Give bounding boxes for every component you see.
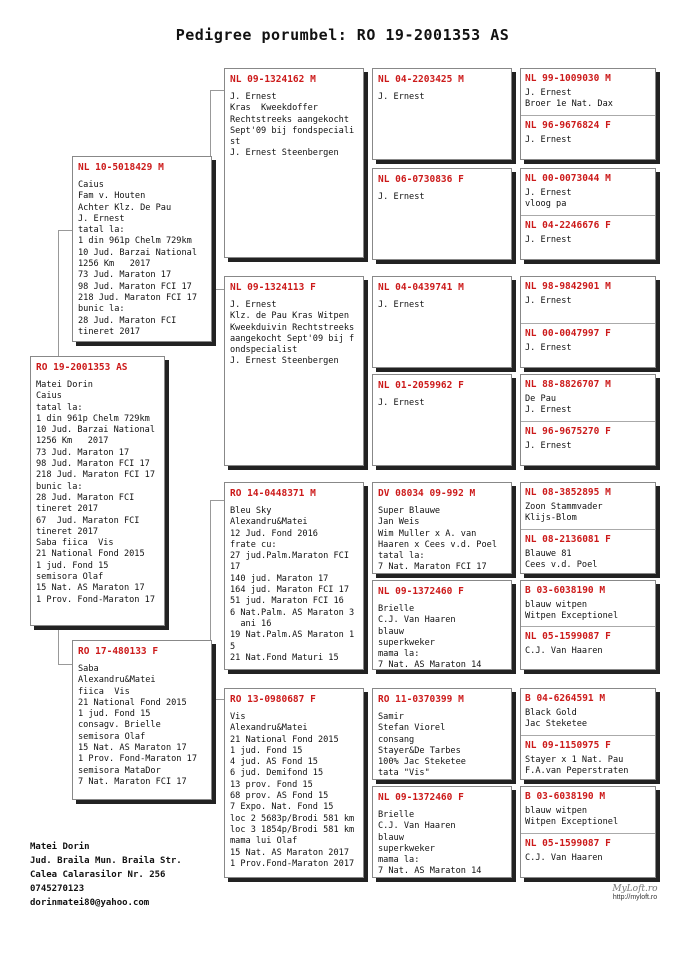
detail-line: Samir bbox=[378, 712, 404, 722]
great-granddam-box[interactable] bbox=[521, 421, 655, 467]
detail-line: 15 Nat. AS Maraton 2017 bbox=[230, 847, 349, 858]
ring-number: RO 14-0448371 M bbox=[230, 488, 316, 499]
owner-email[interactable]: dorinmatei80@yahoo.com bbox=[30, 898, 150, 908]
detail-line: Stayer&De Tarbes bbox=[378, 745, 461, 756]
detail-line: 73 Jud. Maraton 17 bbox=[78, 270, 172, 281]
pigeon-details bbox=[521, 88, 655, 110]
ring-number: NL 09-1372460 F bbox=[378, 586, 464, 597]
ring-number: NL 96-9676824 F bbox=[525, 120, 611, 131]
pigeon-details bbox=[521, 755, 655, 777]
detail-line: ondspecialist bbox=[230, 345, 298, 356]
great-granddam-box[interactable] bbox=[521, 529, 655, 575]
detail-line: J. Ernest bbox=[525, 405, 572, 415]
pigeon-details bbox=[373, 604, 511, 670]
detail-line: 21 National Fond 2015 bbox=[230, 734, 339, 745]
detail-line: fiica Vis bbox=[78, 686, 130, 697]
pigeon-details bbox=[521, 806, 655, 828]
pigeon-details bbox=[521, 646, 655, 657]
detail-line: 1 din 961p Chelm 729km bbox=[36, 413, 150, 424]
detail-line: Saba bbox=[78, 664, 99, 674]
pigeon-details bbox=[521, 853, 655, 864]
pigeon-details bbox=[373, 712, 511, 780]
detail-line: 51 jud. Maraton FCI 16 bbox=[230, 596, 344, 607]
detail-line: mama la: bbox=[378, 855, 420, 866]
detail-line: Wim Muller x A. van bbox=[378, 528, 477, 539]
detail-line: 1 Prov. Fond-Maraton 17 bbox=[78, 754, 197, 765]
detail-line: 7 Expo. Nat. Fond 15 bbox=[230, 802, 334, 813]
gen4-pair-6 bbox=[520, 688, 656, 780]
pigeon-details bbox=[521, 394, 655, 416]
great-grandsire-box[interactable] bbox=[521, 375, 655, 421]
detail-line: Fam v. Houten bbox=[78, 191, 146, 202]
ring-number: NL 09-1324113 F bbox=[230, 282, 316, 293]
ring-number: NL 10-5018429 M bbox=[78, 162, 164, 173]
ring-number: RO 13-0980687 F bbox=[230, 694, 316, 705]
detail-line: F.A.van Peperstraten bbox=[525, 766, 629, 776]
detail-line: 28 Jud. Maraton FCI bbox=[78, 315, 177, 326]
ring-number: NL 05-1599087 F bbox=[525, 838, 611, 849]
ring-number: NL 01-2059962 F bbox=[378, 380, 464, 391]
pigeon-details bbox=[225, 92, 363, 160]
detail-line: blauw witpen bbox=[525, 600, 588, 610]
gen4-pair-7 bbox=[520, 786, 656, 878]
detail-line: blauw bbox=[378, 626, 404, 637]
detail-line: 1 jud. Fond 15 bbox=[78, 709, 151, 720]
pigeon-details bbox=[73, 664, 211, 788]
detail-line: 15 Nat. AS Maraton 17 bbox=[36, 583, 145, 594]
detail-line: J. Ernest bbox=[525, 441, 572, 451]
pigeon-details bbox=[225, 300, 363, 368]
detail-line: Jac Steketee bbox=[525, 719, 588, 729]
detail-line: Alexandru&Matei bbox=[230, 723, 308, 734]
grandparent-box[interactable] bbox=[224, 688, 364, 878]
detail-line: 10 Jud. Barzai National bbox=[78, 247, 197, 258]
great-grandparent-box[interactable] bbox=[372, 688, 512, 780]
detail-line: 7 Nat. Maraton FCI 17 bbox=[78, 776, 187, 787]
gen4-pair-0 bbox=[520, 68, 656, 160]
detail-line: tatal la: bbox=[36, 402, 83, 413]
pigeon-details bbox=[373, 192, 511, 203]
detail-line: Blauwe 81 bbox=[525, 549, 572, 559]
detail-line: 12 Jud. Fond 2016 bbox=[230, 528, 318, 539]
great-granddam-box[interactable] bbox=[521, 735, 655, 781]
pigeon-details bbox=[521, 502, 655, 524]
ring-number: NL 99-1009030 M bbox=[525, 73, 611, 84]
detail-line: 7 Nat. AS Maraton 14 bbox=[378, 660, 482, 670]
ring-number: NL 06-0730836 F bbox=[378, 174, 464, 185]
detail-line: J. Ernest bbox=[525, 296, 572, 306]
gen4-pair-2 bbox=[520, 276, 656, 368]
owner-info bbox=[30, 840, 182, 910]
owner-address-2: Calea Calarasilor Nr. 256 bbox=[30, 870, 166, 880]
pigeon-details bbox=[521, 188, 655, 210]
page-title: Pedigree porumbel: RO 19-2001353 AS bbox=[175, 26, 510, 44]
connector-dam bbox=[210, 500, 224, 700]
detail-line: loc 3 1854p/Brodi 581 km bbox=[230, 824, 355, 835]
detail-line: tineret 2017 bbox=[36, 504, 99, 515]
owner-address-1: Jud. Braila Mun. Braila Str. bbox=[30, 856, 182, 866]
detail-line: 27 jud.Palm.Maraton FCI bbox=[230, 551, 349, 562]
gen4-pair-4 bbox=[520, 482, 656, 574]
detail-line: Sept'09 bij fondspeciali bbox=[230, 125, 355, 136]
detail-line: 73 Jud. Maraton 17 bbox=[36, 447, 130, 458]
pigeon-details bbox=[521, 235, 655, 246]
detail-line: 21 Nat.Fond Maturi 15 bbox=[230, 652, 339, 663]
detail-line: 140 jud. Maraton 17 bbox=[230, 573, 329, 584]
detail-line: J. Ernest bbox=[230, 300, 277, 310]
pigeon-details bbox=[521, 343, 655, 354]
owner-name: Matei Dorin bbox=[30, 842, 90, 852]
grandparent-box[interactable] bbox=[224, 276, 364, 466]
detail-line: 1 Prov. Fond-Maraton 17 bbox=[36, 594, 155, 605]
detail-line: loc 2 5683p/Brodi 581 km bbox=[230, 813, 355, 824]
ring-number: NL 04-2246676 F bbox=[525, 220, 611, 231]
detail-line: Kras Kweekdoffer bbox=[230, 103, 318, 114]
detail-line: Achter Klz. De Pau bbox=[78, 202, 172, 213]
sire-box[interactable] bbox=[72, 156, 212, 342]
ring-number: NL 04-0439741 M bbox=[378, 282, 464, 293]
detail-line: consagv. Brielle bbox=[78, 720, 161, 731]
great-granddam-box[interactable] bbox=[521, 323, 655, 369]
great-grandparent-box[interactable] bbox=[372, 786, 512, 878]
great-grandparent-box[interactable] bbox=[372, 580, 512, 670]
ring-number: NL 08-2136081 F bbox=[525, 534, 611, 545]
detail-line: J. Ernest bbox=[378, 192, 425, 202]
dam-box[interactable] bbox=[72, 640, 212, 800]
great-grandparent-box[interactable] bbox=[372, 374, 512, 466]
detail-line: Brielle bbox=[378, 810, 415, 820]
detail-line: tatal la: bbox=[78, 225, 125, 236]
detail-line: 67 Jud. Maraton FCI bbox=[36, 515, 140, 526]
ring-number: NL 09-1324162 M bbox=[230, 74, 316, 85]
detail-line: Black Gold bbox=[525, 708, 577, 718]
pigeon-details bbox=[373, 810, 511, 878]
detail-line: Haaren x Cees v.d. Poel bbox=[378, 539, 497, 550]
great-grandparent-box[interactable] bbox=[372, 482, 512, 574]
ring-number: NL 00-0047997 F bbox=[525, 328, 611, 339]
ring-number: NL 09-1372460 F bbox=[378, 792, 464, 803]
detail-line: J. Ernest bbox=[78, 213, 125, 224]
great-grandsire-box[interactable] bbox=[521, 689, 655, 735]
grandparent-box[interactable] bbox=[224, 68, 364, 258]
detail-line: C.J. Van Haaren bbox=[525, 853, 603, 863]
detail-line: semisora Olaf bbox=[36, 572, 104, 583]
great-granddam-box[interactable] bbox=[521, 626, 655, 671]
detail-line: 100% Jac Steketee bbox=[378, 757, 466, 768]
detail-line: 13 prov. Fond 15 bbox=[230, 779, 313, 790]
pigeon-details bbox=[521, 296, 655, 307]
detail-line: Bleu Sky bbox=[230, 506, 272, 516]
great-grandparent-box[interactable] bbox=[372, 68, 512, 160]
detail-line: blauw witpen bbox=[525, 806, 588, 816]
detail-line: Jan Weis bbox=[378, 517, 420, 528]
detail-line: Brielle bbox=[378, 604, 415, 614]
great-grandsire-box[interactable] bbox=[521, 483, 655, 529]
ring-number: DV 08034 09-992 M bbox=[378, 488, 476, 499]
ring-number: B 03-6038190 M bbox=[525, 791, 606, 802]
detail-line: J. Ernest bbox=[525, 88, 572, 98]
detail-line: J. Ernest bbox=[378, 92, 425, 102]
pigeon-details bbox=[225, 712, 363, 870]
detail-line: 10 Jud. Barzai National bbox=[36, 425, 155, 436]
ring-number: RO 19-2001353 AS bbox=[36, 362, 128, 373]
detail-line: 15 Nat. AS Maraton 17 bbox=[78, 743, 187, 754]
subject-box[interactable] bbox=[30, 356, 165, 626]
great-grandsire-box[interactable] bbox=[521, 69, 655, 115]
great-granddam-box[interactable] bbox=[521, 215, 655, 261]
detail-line: Alexandru&Matei bbox=[78, 675, 156, 686]
detail-line: Witpen Exceptionel bbox=[525, 611, 619, 621]
detail-line: 28 Jud. Maraton FCI bbox=[36, 492, 135, 503]
pigeon-details bbox=[373, 300, 511, 311]
detail-line: ani 16 bbox=[230, 618, 272, 629]
ring-number: RO 17-480133 F bbox=[78, 646, 159, 657]
detail-line: Klijs-Blom bbox=[525, 513, 577, 523]
detail-line: 7 Nat. AS Maraton 14 bbox=[378, 866, 482, 877]
grandparent-box[interactable] bbox=[224, 482, 364, 670]
detail-line: Witpen Exceptionel bbox=[525, 817, 619, 827]
detail-line: bunic la: bbox=[78, 304, 125, 315]
detail-line: mama la: bbox=[378, 649, 420, 660]
detail-line: Caius bbox=[36, 391, 62, 402]
detail-line: 1 jud. Fond 15 bbox=[230, 745, 303, 756]
detail-line: 5 bbox=[230, 641, 236, 652]
ring-number: NL 98-9842901 M bbox=[525, 281, 611, 292]
detail-line: semisora Olaf bbox=[78, 731, 146, 742]
detail-line: 4 jud. AS Fond 15 bbox=[230, 757, 318, 768]
detail-line: 6 jud. Demifond 15 bbox=[230, 768, 324, 779]
detail-line: 164 jud. Maraton FCI 17 bbox=[230, 585, 349, 596]
detail-line: 21 National Fond 2015 bbox=[36, 549, 145, 560]
detail-line: aangekocht Sept'09 bij f bbox=[230, 333, 355, 344]
great-grandsire-box[interactable] bbox=[521, 787, 655, 833]
great-grandparent-box[interactable] bbox=[372, 276, 512, 368]
detail-line: tineret 2017 bbox=[36, 526, 99, 537]
detail-line: Saba fiica Vis bbox=[36, 538, 114, 549]
ring-number: NL 08-3852895 M bbox=[525, 487, 611, 498]
great-granddam-box[interactable] bbox=[521, 115, 655, 161]
detail-line: superkweker bbox=[378, 637, 435, 648]
detail-line: C.J. Van Haaren bbox=[525, 646, 603, 656]
pigeon-details bbox=[225, 506, 363, 664]
detail-line: semisora MataDor bbox=[78, 765, 161, 776]
detail-line: vloog pa bbox=[525, 199, 567, 209]
pigeon-details bbox=[73, 180, 211, 338]
detail-line: Super Blauwe bbox=[378, 506, 441, 516]
detail-line: J. Ernest Steenbergen bbox=[230, 148, 339, 159]
detail-line: Stefan Viorel bbox=[378, 723, 446, 734]
detail-line: 98 Jud. Maraton FCI 17 bbox=[78, 281, 192, 292]
connector-sire bbox=[210, 90, 224, 290]
pigeon-details bbox=[521, 600, 655, 622]
detail-line: 68 prov. AS Fond 15 bbox=[230, 791, 329, 802]
ring-number: RO 11-0370399 M bbox=[378, 694, 464, 705]
detail-line: C.J. Van Haaren bbox=[378, 821, 456, 832]
pigeon-details bbox=[521, 135, 655, 146]
detail-line: 1256 Km 2017 bbox=[36, 436, 109, 447]
detail-line: J. Ernest bbox=[525, 235, 572, 245]
detail-line: st bbox=[230, 137, 241, 148]
pigeon-details bbox=[31, 380, 164, 606]
great-grandsire-box[interactable] bbox=[521, 169, 655, 215]
gen4-pair-3 bbox=[520, 374, 656, 466]
detail-line: 21 National Fond 2015 bbox=[78, 697, 187, 708]
detail-line: 1 Prov.Fond-Maraton 2017 bbox=[230, 858, 355, 869]
detail-line: J. Ernest bbox=[378, 300, 425, 310]
detail-line: 19 Nat.Palm.AS Maraton 1 bbox=[230, 630, 355, 641]
pigeon-details bbox=[373, 92, 511, 103]
detail-line: 1256 Km 2017 bbox=[78, 259, 151, 270]
ring-number: B 03-6038190 M bbox=[525, 585, 606, 596]
myloft-logo bbox=[606, 884, 664, 901]
ring-number: NL 04-2203425 M bbox=[378, 74, 464, 85]
detail-line: blauw bbox=[378, 832, 404, 843]
detail-line: tatal la: bbox=[378, 551, 425, 562]
detail-line: De Pau bbox=[525, 394, 557, 404]
detail-line: J. Ernest bbox=[525, 135, 572, 145]
detail-line: J. Ernest Steenbergen bbox=[230, 356, 339, 367]
pigeon-details bbox=[521, 441, 655, 452]
ring-number: NL 00-0073044 M bbox=[525, 173, 611, 184]
detail-line: bunic la: bbox=[36, 481, 83, 492]
detail-line: 218 Jud. Maraton FCI 17 bbox=[78, 292, 197, 303]
detail-line: 98 Jud. Maraton FCI 17 bbox=[36, 459, 150, 470]
detail-line: 218 Jud. Maraton FCI 17 bbox=[36, 470, 155, 481]
detail-line: tata "Vis" bbox=[378, 768, 430, 779]
detail-line: mama lui Olaf bbox=[230, 836, 298, 847]
pigeon-details bbox=[373, 398, 511, 409]
detail-line: 6 Nat.Palm. AS Maraton 3 bbox=[230, 607, 355, 618]
ring-number: NL 88-8826707 M bbox=[525, 379, 611, 390]
detail-line: tineret 2017 bbox=[78, 326, 141, 337]
detail-line: J. Ernest bbox=[230, 92, 277, 102]
detail-line: Stayer x 1 Nat. Pau bbox=[525, 755, 624, 765]
great-grandsire-box[interactable] bbox=[521, 581, 655, 626]
logo-signature: MyLoft.ro bbox=[612, 884, 658, 894]
owner-phone: 0745270123 bbox=[30, 884, 85, 894]
detail-line: 7 Nat. Maraton FCI 17 bbox=[378, 562, 487, 573]
detail-line: superkweker bbox=[378, 843, 435, 854]
detail-line: 17 bbox=[230, 562, 241, 573]
ring-number: NL 96-9675270 F bbox=[525, 426, 611, 437]
detail-line: C.J. Van Haaren bbox=[378, 615, 456, 626]
detail-line: Matei Dorin bbox=[36, 380, 93, 390]
detail-line: frate cu: bbox=[230, 539, 277, 550]
pigeon-details bbox=[373, 506, 511, 574]
detail-line: 1 jud. Fond 15 bbox=[36, 560, 109, 571]
logo-url[interactable]: http://myloft.ro bbox=[612, 894, 658, 901]
detail-line: Broer 1e Nat. Dax bbox=[525, 99, 613, 109]
detail-line: Alexandru&Matei bbox=[230, 517, 308, 528]
detail-line: Kweekduivin Rechtstreeks bbox=[230, 322, 355, 333]
great-granddam-box[interactable] bbox=[521, 833, 655, 879]
pigeon-details bbox=[521, 708, 655, 730]
gen4-pair-1 bbox=[520, 168, 656, 260]
detail-line: 1 din 961p Chelm 729km bbox=[78, 236, 192, 247]
great-grandparent-box[interactable] bbox=[372, 168, 512, 260]
detail-line: J. Ernest bbox=[525, 188, 572, 198]
pigeon-details bbox=[521, 549, 655, 571]
ring-number: B 04-6264591 M bbox=[525, 693, 606, 704]
detail-line: consang bbox=[378, 734, 415, 745]
detail-line: J. Ernest bbox=[525, 343, 572, 353]
gen4-pair-5 bbox=[520, 580, 656, 670]
detail-line: Klz. de Pau Kras Witpen bbox=[230, 311, 349, 322]
detail-line: Vis bbox=[230, 712, 246, 722]
detail-line: J. Ernest bbox=[378, 398, 425, 408]
detail-line: Zoon Stammvader bbox=[525, 502, 603, 512]
detail-line: Cees v.d. Poel bbox=[525, 560, 598, 570]
detail-line: Rechtstreeks aangekocht bbox=[230, 114, 349, 125]
ring-number: NL 05-1599087 F bbox=[525, 631, 611, 642]
ring-number: NL 09-1150975 F bbox=[525, 740, 611, 751]
great-grandsire-box[interactable] bbox=[521, 277, 655, 323]
detail-line: Caius bbox=[78, 180, 104, 190]
